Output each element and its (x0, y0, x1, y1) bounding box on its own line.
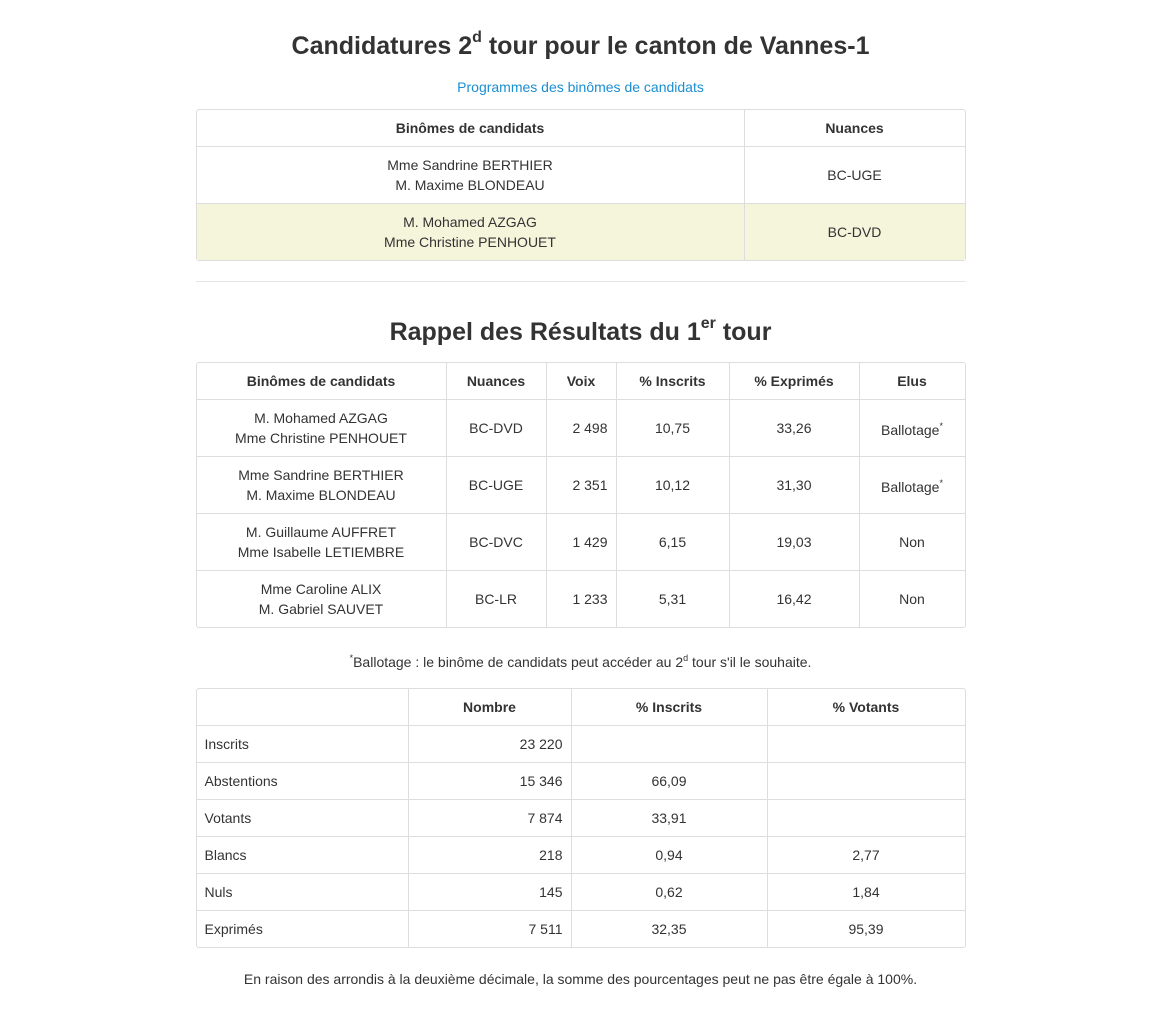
nuance-cell: BC-UGE (745, 147, 965, 204)
voix-cell: 2 498 (547, 400, 617, 457)
table-row (197, 400, 965, 457)
pct-inscrits-cell (572, 726, 768, 763)
nombre-cell: 15 346 (409, 763, 572, 800)
pct-exprimes-cell: 16,42 (730, 571, 860, 627)
nombre-cell: 145 (409, 874, 572, 911)
candidates-cell: Mme Sandrine BERTHIER M. Maxime BLONDEAU (197, 147, 745, 204)
col-header-pct-exprimes: % Exprimés (730, 363, 860, 400)
first-round-table (196, 362, 966, 628)
elus-cell: Ballotage* (860, 400, 965, 457)
pct-votants-cell: 95,39 (848, 921, 884, 937)
candidates-cell: M. Guillaume AUFFRET Mme Isabelle LETIEMBRE (197, 514, 447, 571)
nombre-cell: 218 (409, 837, 572, 874)
page-title: Candidatures 2$^d$ tour pour le canton de Vannes-1 (291, 29, 870, 60)
candidates-cell: M. Mohamed AZGAG Mme Christine PENHOUET (197, 204, 745, 260)
col-header-pct-votants: % Votants (768, 689, 965, 726)
second-round-table (196, 109, 966, 261)
table-row (197, 763, 965, 800)
col-header-binomes: Binômes de candidats (197, 110, 745, 147)
programmes-link[interactable]: Programmes des binômes de candidats (457, 79, 704, 95)
col-header-elus: Elus (860, 363, 965, 400)
table-row (197, 800, 965, 837)
voix-cell: 1 429 (547, 514, 617, 571)
nombre-cell: 23 220 (409, 726, 572, 763)
table-row (197, 911, 965, 947)
nombre-cell: 7 511 (409, 911, 572, 947)
pct-inscrits-cell: 0,94 (572, 837, 768, 874)
table-row (197, 874, 965, 911)
voix-cell: 1 233 (547, 571, 617, 627)
pct-inscrits-cell: 10,75 (617, 400, 730, 457)
pct-exprimes-cell: 19,03 (730, 514, 860, 571)
nuance-cell: BC-LR (447, 571, 547, 627)
table-row (197, 147, 965, 204)
pct-votants-cell: 2,77 (768, 837, 965, 874)
nuance-cell: BC-DVD (447, 400, 547, 457)
pct-votants-cell (768, 726, 965, 763)
table-row (197, 726, 965, 763)
col-header-binomes: Binômes de candidats (197, 363, 447, 400)
pct-votants-cell (768, 763, 965, 800)
table-row (197, 837, 965, 874)
row-label: Exprimés (197, 911, 409, 947)
nuance-cell: BC-DVC (447, 514, 547, 571)
pct-exprimes-cell: 31,30 (730, 457, 860, 514)
ballotage-note: *Ballotage : le binôme de candidats peut accéder au 2$^d$ tour s'il le souhaite. (349, 653, 812, 670)
first-round-title: Rappel des Résultats du 1er tour (389, 315, 772, 346)
table-row (197, 457, 965, 514)
voix-cell: 2 351 (547, 457, 617, 514)
pct-inscrits-cell: 6,15 (617, 514, 730, 571)
col-header-nuances: Nuances (447, 363, 547, 400)
page-container (196, 0, 966, 989)
pct-inscrits-cell: 0,62 (572, 874, 768, 911)
pct-votants-cell: 1,84 (768, 874, 965, 911)
col-header-pct-inscrits: % Inscrits (572, 689, 768, 726)
pct-inscrits-cell: 5,31 (617, 571, 730, 627)
rounding-footnote: En raison des arrondis à la deuxième décimale, la somme des pourcentages peut ne pas être égale à 100%. (243, 971, 918, 987)
candidates-cell: Mme Sandrine BERTHIER M. Maxime BLONDEAU (197, 457, 447, 514)
row-label: Inscrits (197, 726, 409, 763)
col-header-empty (197, 689, 409, 726)
nombre-cell: 7 874 (409, 800, 572, 837)
row-label: Votants (197, 800, 409, 837)
nuance-cell: BC-UGE (447, 457, 547, 514)
pct-inscrits-cell: 33,91 (572, 800, 768, 837)
pct-votants-cell (768, 800, 965, 837)
candidates-cell: M. Mohamed AZGAG Mme Christine PENHOUET (197, 400, 447, 457)
pct-inscrits-cell: 10,12 (617, 457, 730, 514)
pct-inscrits-cell: 32,35 (572, 911, 768, 947)
elus-cell: Ballotage* (860, 457, 965, 514)
stats-table (196, 688, 966, 948)
col-header-pct-inscrits: % Inscrits (617, 363, 730, 400)
col-header-voix: Voix (547, 363, 617, 400)
row-label: Nuls (197, 874, 409, 911)
elus-cell: Non (899, 591, 925, 607)
elus-cell: Non (860, 514, 965, 571)
pct-inscrits-cell: 66,09 (572, 763, 768, 800)
table-row-highlighted (197, 204, 965, 260)
col-header-nuances: Nuances (745, 110, 965, 147)
table-row (197, 514, 965, 571)
programmes-link-row (196, 78, 966, 96)
row-label: Blancs (197, 837, 409, 874)
nuance-cell: BC-DVD (745, 204, 965, 260)
table-row (197, 571, 965, 627)
col-header-nombre: Nombre (409, 689, 572, 726)
row-label: Abstentions (197, 763, 409, 800)
candidates-cell: Mme Caroline ALIX M. Gabriel SAUVET (197, 571, 447, 627)
pct-exprimes-cell: 33,26 (730, 400, 860, 457)
